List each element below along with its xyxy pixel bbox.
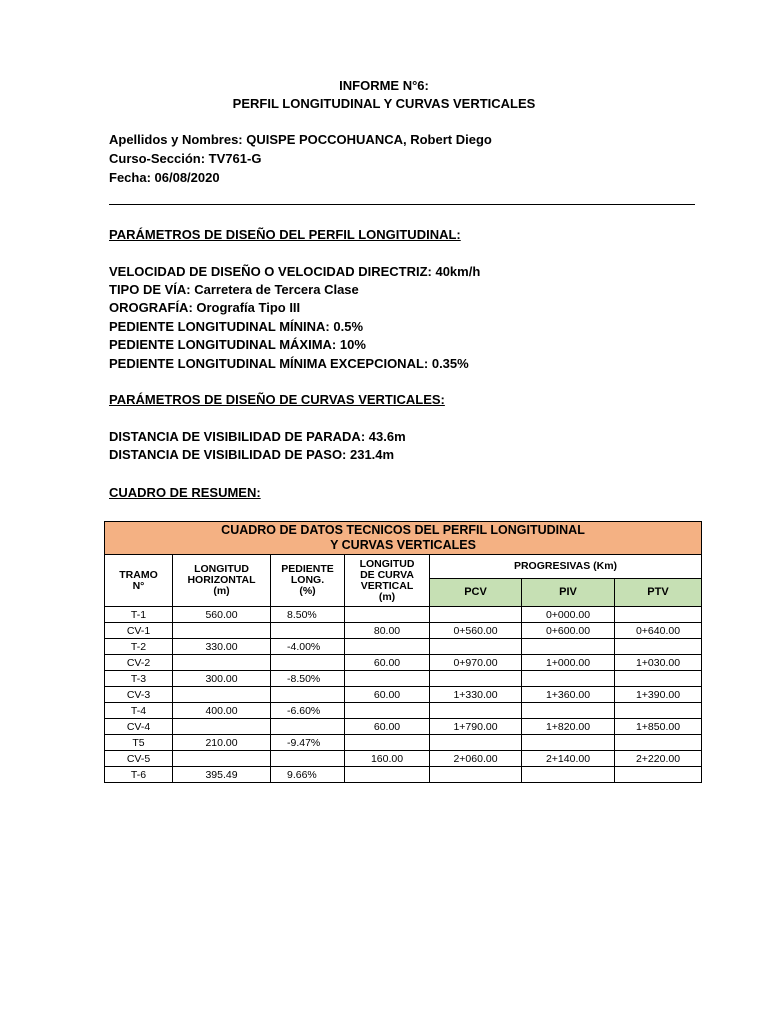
col-header-progresivas: PROGRESIVAS (Km): [430, 555, 702, 579]
col-header-curva: LONGITUD DE CURVA VERTICAL (m): [345, 555, 430, 607]
cell-tramo: T-3: [105, 671, 173, 687]
curve-params-heading: PARÁMETROS DE DISEÑO DE CURVAS VERTICALES:: [109, 392, 445, 407]
cell-ptv: 2+220.00: [615, 751, 702, 767]
cell-pendiente: 9.66%: [271, 767, 345, 783]
curve-param-line: DISTANCIA DE VISIBILIDAD DE PASO: 231.4m: [109, 447, 395, 462]
table-title-line2: Y CURVAS VERTICALES: [330, 538, 476, 552]
report-subtitle: PERFIL LONGITUDINAL Y CURVAS VERTICALES: [232, 96, 536, 111]
cell-pendiente: -4.00%: [271, 639, 345, 655]
cell-pendiente: -8.50%: [271, 671, 345, 687]
col-header-pcv: PCV: [430, 579, 522, 607]
table-title: [105, 522, 702, 555]
cell-ptv: [615, 767, 702, 783]
cell-pcv: 0+970.00: [430, 655, 522, 671]
cell-longitud: 210.00: [173, 735, 271, 751]
cell-curva: [345, 767, 430, 783]
table-row: [105, 607, 702, 623]
cell-piv: 1+000.00: [522, 655, 615, 671]
cell-pendiente: -6.60%: [271, 703, 345, 719]
cell-pcv: 2+060.00: [430, 751, 522, 767]
cell-pcv: [430, 735, 522, 751]
cell-tramo: CV-1: [105, 623, 173, 639]
cell-ptv: [615, 607, 702, 623]
param-line: PEDIENTE LONGITUDINAL MÍNINA: 0.5%: [109, 319, 364, 334]
cell-ptv: 1+390.00: [615, 687, 702, 703]
cell-pendiente: [271, 751, 345, 767]
cell-curva: [345, 735, 430, 751]
param-line: VELOCIDAD DE DISEÑO O VELOCIDAD DIRECTRIZ: 40km/h: [109, 264, 481, 279]
cell-longitud: 330.00: [173, 639, 271, 655]
param-line: PEDIENTE LONGITUDINAL MÁXIMA: 10%: [109, 337, 366, 352]
cell-tramo: T5: [105, 735, 173, 751]
cell-longitud: [173, 719, 271, 735]
col-header-pendiente: PEDIENTE LONG. (%): [271, 555, 345, 607]
cell-curva: [345, 703, 430, 719]
cell-pcv: [430, 703, 522, 719]
cell-piv: 0+000.00: [522, 607, 615, 623]
cell-pendiente: [271, 655, 345, 671]
table-row: [105, 767, 702, 783]
cell-ptv: 0+640.00: [615, 623, 702, 639]
col-header-tramo: TRAMO N°: [105, 555, 173, 607]
cell-tramo: T-2: [105, 639, 173, 655]
cell-pendiente: [271, 687, 345, 703]
cell-ptv: [615, 735, 702, 751]
cell-ptv: [615, 703, 702, 719]
col-header-ptv: PTV: [615, 579, 702, 607]
cell-pcv: 1+790.00: [430, 719, 522, 735]
cell-tramo: CV-2: [105, 655, 173, 671]
param-line: OROGRAFÍA: Orografía Tipo III: [109, 300, 301, 315]
cell-longitud: 560.00: [173, 607, 271, 623]
cell-pcv: [430, 767, 522, 783]
cell-pcv: [430, 671, 522, 687]
summary-heading: CUADRO DE RESUMEN:: [109, 485, 261, 500]
table-row: [105, 719, 702, 735]
cell-longitud: [173, 655, 271, 671]
cell-longitud: 400.00: [173, 703, 271, 719]
cell-tramo: CV-3: [105, 687, 173, 703]
cell-piv: [522, 671, 615, 687]
cell-piv: 2+140.00: [522, 751, 615, 767]
cell-tramo: CV-4: [105, 719, 173, 735]
curve-param-line: DISTANCIA DE VISIBILIDAD DE PARADA: 43.6m: [109, 429, 406, 444]
cell-curva: 60.00: [345, 719, 430, 735]
table-row: [105, 735, 702, 751]
table-row: [105, 687, 702, 703]
author-name: Apellidos y Nombres: QUISPE POCCOHUANCA, Robert Diego: [109, 132, 492, 147]
cell-curva: 160.00: [345, 751, 430, 767]
cell-ptv: 1+850.00: [615, 719, 702, 735]
cell-tramo: T-6: [105, 767, 173, 783]
param-line: PEDIENTE LONGITUDINAL MÍNIMA EXCEPCIONAL: 0.35%: [109, 356, 469, 371]
cell-piv: 0+600.00: [522, 623, 615, 639]
cell-tramo: CV-5: [105, 751, 173, 767]
cell-piv: 1+820.00: [522, 719, 615, 735]
table-row: [105, 623, 702, 639]
cell-longitud: [173, 623, 271, 639]
table-row: [105, 671, 702, 687]
cell-ptv: 1+030.00: [615, 655, 702, 671]
cell-curva: [345, 671, 430, 687]
table-row: [105, 703, 702, 719]
cell-pcv: 0+560.00: [430, 623, 522, 639]
cell-tramo: T-1: [105, 607, 173, 623]
technical-data-table: [104, 521, 702, 783]
separator-line: [109, 204, 695, 205]
col-header-piv: PIV: [522, 579, 615, 607]
report-title: INFORME N°6:: [339, 78, 429, 93]
cell-ptv: [615, 671, 702, 687]
cell-pendiente: 8.50%: [271, 607, 345, 623]
table-row: [105, 655, 702, 671]
param-line: TIPO DE VÍA: Carretera de Tercera Clase: [109, 282, 359, 297]
cell-pcv: [430, 639, 522, 655]
cell-longitud: 395.49: [173, 767, 271, 783]
cell-piv: 1+360.00: [522, 687, 615, 703]
cell-curva: 60.00: [345, 655, 430, 671]
cell-curva: [345, 639, 430, 655]
cell-piv: [522, 735, 615, 751]
cell-piv: [522, 767, 615, 783]
cell-piv: [522, 703, 615, 719]
table-title-line1: CUADRO DE DATOS TECNICOS DEL PERFIL LONGITUDINAL: [221, 523, 585, 537]
course-section: Curso-Sección: TV761-G: [109, 151, 262, 166]
cell-curva: 80.00: [345, 623, 430, 639]
cell-longitud: [173, 687, 271, 703]
cell-ptv: [615, 639, 702, 655]
cell-pendiente: [271, 623, 345, 639]
profile-params-heading: PARÁMETROS DE DISEÑO DEL PERFIL LONGITUDINAL:: [109, 227, 461, 242]
col-header-longitud: LONGITUD HORIZONTAL (m): [173, 555, 271, 607]
table-row: [105, 639, 702, 655]
cell-longitud: 300.00: [173, 671, 271, 687]
cell-curva: 60.00: [345, 687, 430, 703]
table-row: [105, 751, 702, 767]
cell-pcv: 1+330.00: [430, 687, 522, 703]
cell-curva: [345, 607, 430, 623]
report-date: Fecha: 06/08/2020: [109, 170, 220, 185]
cell-pendiente: [271, 719, 345, 735]
cell-longitud: [173, 751, 271, 767]
cell-pcv: [430, 607, 522, 623]
cell-piv: [522, 639, 615, 655]
cell-tramo: T-4: [105, 703, 173, 719]
cell-pendiente: -9.47%: [271, 735, 345, 751]
